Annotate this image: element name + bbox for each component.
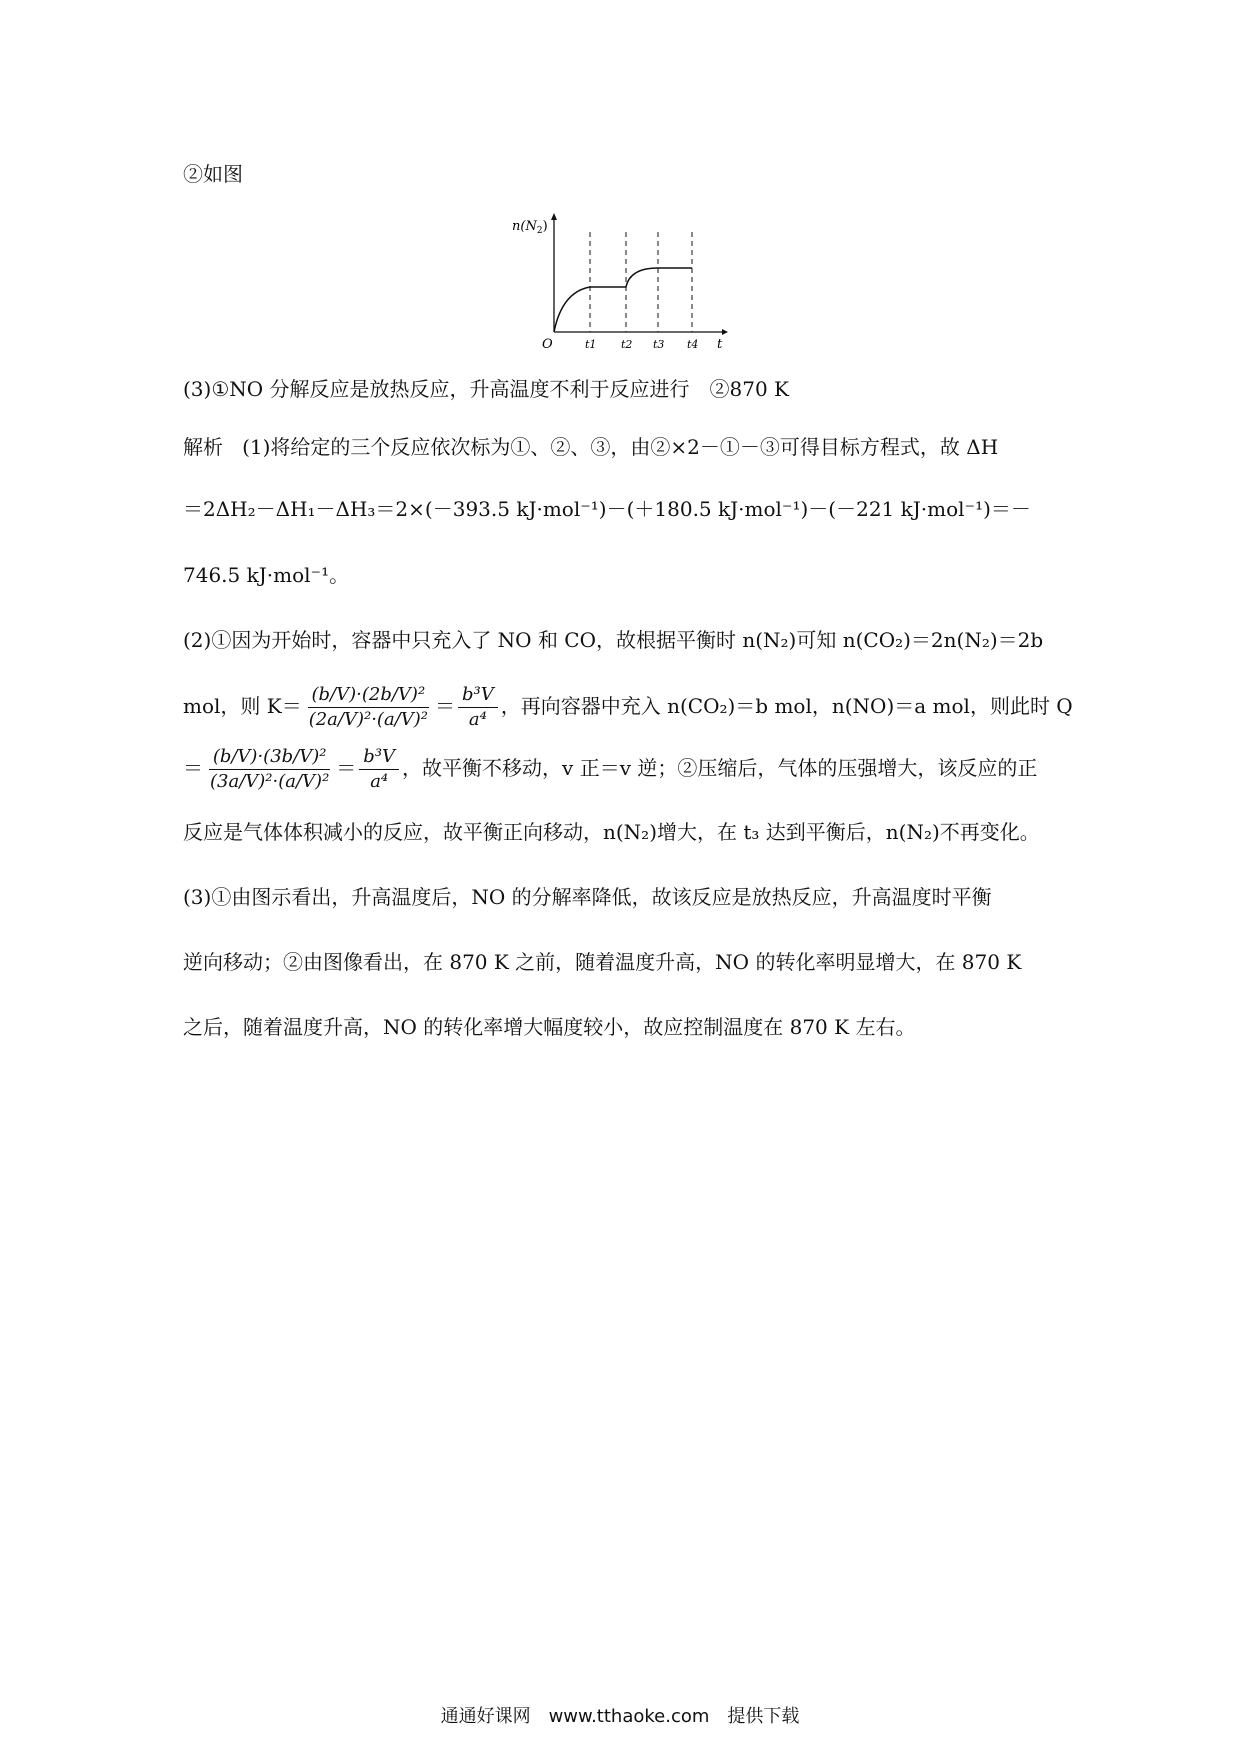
fraction-k-result: $\frac{\text{b³V}}{\text{a⁴}}$ [458, 684, 498, 731]
analysis-p2-line3: ＝ $\frac{\text{(b/V)·(3b/V)²}}{\text{(3a/V)²·(a/V)²}}$ ＝ $\frac{\text{b³V}}{\text{a⁴}}$ ，故平衡不移动，v 正＝v 逆；②压缩后，气体的压强增大，该反应的正 [183, 746, 1038, 792]
analysis-text: (1)将给定的三个反应依次标为①、②、③，由②×2－①－③可得目标方程式，故 ΔH [242, 435, 999, 459]
analysis-p2-line1: (2)①因为开始时，容器中只充入了 NO 和 CO，故根据平衡时 n(N₂)可知 n(CO₂)＝2n(N₂)＝2b [183, 628, 1044, 652]
fraction-q-result: $\frac{\text{b³V}}{\text{a⁴}}$ [359, 746, 399, 793]
fraction-q-expression: $\frac{\text{(b/V)·(3b/V)²}}{\text{(3a/V)²·(a/V)²}}$ [210, 746, 330, 792]
part3-answer: (3)①NO 分解反应是放热反应，升高温度不利于反应进行 ②870 K [183, 377, 789, 401]
analysis-p2-line2: mol，则 K＝ $\frac{\text{(b/V)·(2b/V)²}}{\text{(2a/V)²·(a/V)²}}$ ＝ $\frac{\text{b³V}}{\text{a⁴}}$ ，再向容器中充入 n(CO₂)＝b mol，n(NO)＝a mol，则此时 Q [183, 684, 1073, 730]
tick-t1: t1 [585, 338, 597, 351]
analysis-p3-line1: (3)①由图示看出，升高温度后，NO 的分解率降低，故该反应是放热反应，升高温度时平衡 [183, 885, 992, 909]
graph-origin: O [542, 337, 553, 352]
analysis-label: 解析 [183, 435, 223, 459]
n-n2-vs-t-graph [512, 212, 732, 352]
analysis-p1-line2: ＝2ΔH₂－ΔH₁－ΔH₃＝2×(－393.5 kJ·mol⁻¹)－(＋180.5 kJ·mol⁻¹)－(－221 kJ·mol⁻¹)＝－ [183, 497, 1031, 521]
tick-t2: t2 [621, 338, 633, 351]
analysis-p3-line2: 逆向移动；②由图像看出，在 870 K 之前，随着温度升高，NO 的转化率明显增大，在 870 K [183, 950, 1022, 974]
analysis-p1-line1 [183, 433, 998, 461]
tick-t3: t3 [653, 338, 665, 351]
graph-ylabel: $n(N_2)$ [512, 219, 548, 236]
tick-t4: t4 [687, 338, 699, 351]
item-label: ②如图 [183, 162, 243, 186]
analysis-p3-line3: 之后，随着温度升高，NO 的转化率增大幅度较小，故应控制温度在 870 K 左右。 [183, 1015, 916, 1039]
footer-source: 通通好课网 www.tthaoke.com 提供下载 [440, 1706, 800, 1727]
fraction-k-expression: $\frac{\text{(b/V)·(2b/V)²}}{\text{(2a/V)²·(a/V)²}}$ [308, 684, 428, 730]
graph-xlabel: t [717, 337, 723, 352]
analysis-p1-line3: 746.5 kJ·mol⁻¹。 [183, 563, 350, 587]
analysis-p2-line4: 反应是气体体积减小的反应，故平衡正向移动，n(N₂)增大，在 t₃ 达到平衡后，n(N₂)不再变化。 [183, 820, 1040, 844]
